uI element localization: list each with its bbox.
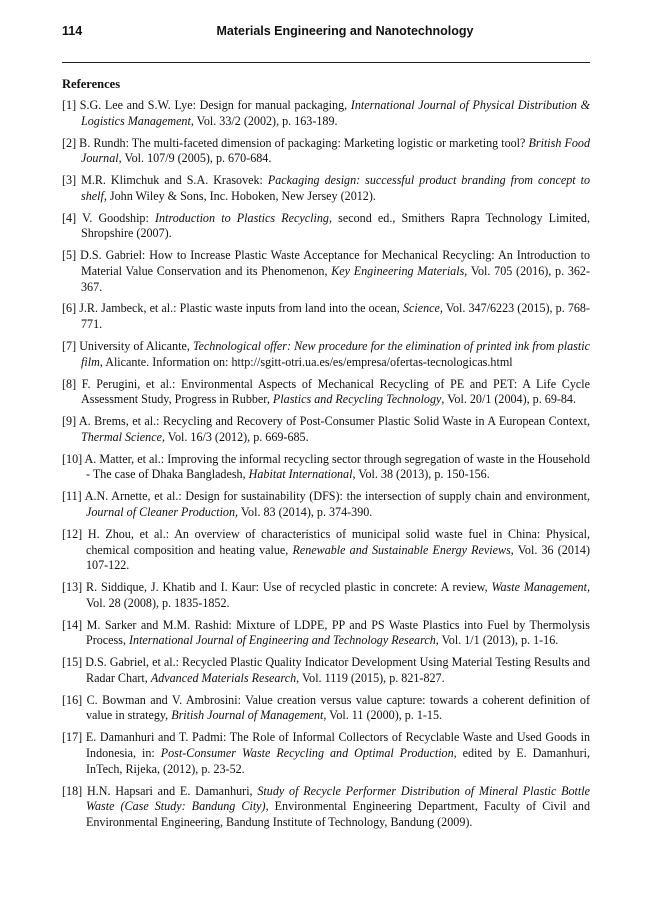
reference-source-title: Packaging design: successful product branding from concept to shelf, <box>81 173 590 203</box>
reference-item <box>62 377 590 408</box>
reference-text: [17] E. Damanhuri and T. Padmi: The Role of Informal Collectors of Recyclable Waste and Used Goods in Indonesia, in: <box>62 730 590 761</box>
reference-text: , edited by E. Damanhuri, InTech, Rijeka, (2012), p. 23-52. <box>86 746 590 776</box>
reference-text: [11] A.N. Arnette, et al.: Design for sustainability (DFS): the intersection of supply chain and environment, <box>62 489 590 504</box>
reference-source-title: Science, <box>402 301 443 316</box>
reference-item <box>62 784 590 831</box>
reference-text: John Wiley & Sons, Inc. Hoboken, New Jersey (2012). <box>106 188 376 203</box>
reference-source-title: Post-Consumer Waste Recycling and Optimal Production <box>160 746 454 761</box>
reference-source-title: International Journal of Physical Distribution & Logistics Management <box>81 98 591 128</box>
reference-item <box>62 618 590 649</box>
references-heading: References <box>62 77 121 91</box>
reference-source-title: Plastics and Recycling Technology <box>272 392 442 407</box>
reference-source-title: Advanced Materials Research <box>150 670 297 685</box>
reference-text: [6] J.R. Jambeck, et al.: Plastic waste inputs from land into the ocean, <box>62 301 403 316</box>
reference-text: , Vol. 1/1 (2013), p. 1-16. <box>435 633 559 648</box>
reference-text: Vol. 83 (2014), p. 374-390. <box>238 504 373 519</box>
reference-text: [18] H.N. Hapsari and E. Damanhuri, <box>62 783 258 798</box>
page-number: 114 <box>62 24 83 38</box>
reference-item <box>62 211 590 242</box>
reference-text: [15] D.S. Gabriel, et al.: Recycled Plastic Quality Indicator Development Using Material Testing Results and Radar Chart, <box>62 655 590 685</box>
reference-text: [9] A. Brems, et al.: Recycling and Recovery of Post-Consumer Plastic Solid Waste in A European Context, <box>62 414 590 429</box>
reference-text: [8] F. Perugini, et al.: Environmental Aspects of Mechanical Recycling of PE and PET: A Life Cycle Assessment Study, Progress in Rubber, <box>62 376 590 407</box>
reference-source-title: British Journal of Management, <box>171 708 327 723</box>
reference-text: [16] C. Bowman and V. Ambrosini: Value creation versus value capture: towards a coherent definition of value in strategy, <box>62 692 590 723</box>
reference-item <box>62 527 590 574</box>
reference-source-title: Introduction to Plastics Recycling <box>155 210 329 225</box>
reference-text: , Vol. 36 (2014) 107-122. <box>86 542 590 573</box>
reference-text: , second ed., Smithers Rapra Technology Limited, Shropshire (2007). <box>81 210 590 241</box>
reference-item <box>62 730 590 777</box>
reference-source-title: Waste Management, <box>491 580 590 595</box>
reference-source-title: Key Engineering Materials, <box>331 263 468 278</box>
reference-text: , Vol. 38 (2013), p. 150-156. <box>352 467 490 482</box>
header-rule <box>62 62 590 63</box>
reference-text: Vol. 28 (2008), p. 1835-1852. <box>86 595 230 610</box>
reference-item <box>62 655 590 686</box>
reference-item <box>62 248 590 295</box>
reference-item <box>62 339 590 370</box>
reference-source-title: Study of Recycle Performer Distribution of Mineral Plastic Bottle Waste (Case Study: Bandung City), <box>86 783 590 814</box>
reference-text: [12] H. Zhou, et al.: An overview of characteristics of municipal solid waste fuel in China: Physical, chemical composition and heating value, <box>62 526 590 557</box>
reference-item <box>62 173 590 204</box>
reference-source-title: Thermal Science <box>81 429 162 444</box>
reference-text: , Vol. 20/1 (2004), p. 69-84. <box>441 392 577 407</box>
reference-text: , Vol. 33/2 (2002), p. 163-189. <box>190 113 338 128</box>
reference-item <box>62 301 590 332</box>
reference-item <box>62 489 590 520</box>
reference-source-title: Renewable and Sustainable Energy Reviews <box>292 542 511 557</box>
reference-item <box>62 98 590 129</box>
reference-source-title: Habitat International <box>248 467 353 482</box>
reference-list <box>62 98 590 837</box>
reference-text: [3] M.R. Klimchuk and S.A. Krasovek: <box>62 173 268 188</box>
reference-source-title: International Journal of Engineering and Technology Research <box>129 633 436 648</box>
reference-text: [7] University of Alicante, <box>62 339 193 354</box>
reference-text: [13] R. Siddique, J. Khatib and I. Kaur: Use of recycled plastic in concrete: A review, <box>62 580 492 595</box>
reference-item <box>62 580 590 611</box>
reference-source-title: British Food Journal <box>81 135 591 166</box>
reference-item <box>62 693 590 724</box>
reference-text: [10] A. Matter, et al.: Improving the informal recycling sector through segregation of waste in the Household - The case of Dhaka Bangladesh, <box>62 451 590 482</box>
reference-text: [4] V. Goodship: <box>62 210 156 225</box>
reference-item <box>62 414 590 445</box>
reference-text: , Vol. 1119 (2015), p. 821-827. <box>296 670 445 685</box>
reference-source-title: Journal of Cleaner Production, <box>86 504 239 519</box>
reference-text: Vol. 11 (2000), p. 1-15. <box>326 708 443 723</box>
reference-text: , Alicante. Information on: http://sgitt-otri.ua.es/es/empresa/ofertas-tecnologicas.html <box>99 354 513 369</box>
reference-item <box>62 452 590 483</box>
reference-text: Environmental Engineering Department, Faculty of Civil and Environmental Engineering, Bandung Institute of Technology, Bandung (2009). <box>86 799 590 829</box>
reference-source-title: Technological offer: New procedure for the elimination of printed ink from plastic film <box>81 339 590 369</box>
reference-text: [5] D.S. Gabriel: How to Increase Plastic Waste Acceptance for Mechanical Recycling: An Introduction to Material Value Conservation and its Phenomenon, <box>62 248 590 278</box>
reference-text: , Vol. 16/3 (2012), p. 669-685. <box>161 429 309 444</box>
reference-text: Vol. 347/6223 (2015), p. 768-771. <box>81 301 591 332</box>
reference-text: [14] M. Sarker and M.M. Rashid: Mixture of LDPE, PP and PS Waste Plastics into Fuel by Thermolysis Process, <box>62 617 590 648</box>
reference-text: Vol. 705 (2016), p. 362-367. <box>81 263 591 294</box>
reference-text: [1] S.G. Lee and S.W. Lye: Design for manual packaging, <box>62 98 351 112</box>
page-header <box>62 22 590 44</box>
running-title: Materials Engineering and Nanotechnology <box>216 24 474 38</box>
reference-item <box>62 136 590 167</box>
reference-text: [2] B. Rundh: The multi-faceted dimension of packaging: Marketing logistic or marketing tool? <box>62 135 529 150</box>
reference-text: , Vol. 107/9 (2005), p. 670-684. <box>118 151 272 166</box>
